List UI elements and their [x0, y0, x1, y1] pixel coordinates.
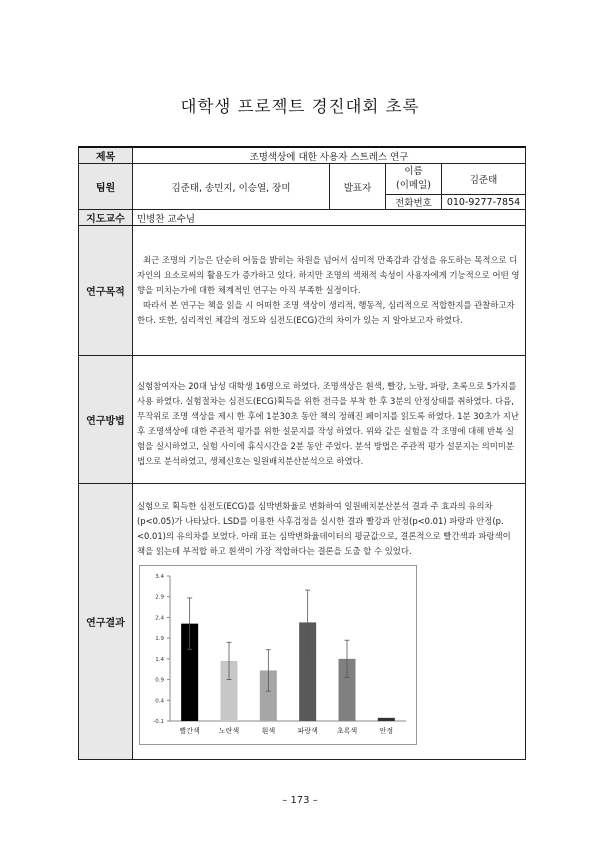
bar-6	[378, 717, 395, 720]
phone-label: 전화번호	[386, 195, 442, 210]
team-row	[79, 164, 526, 195]
results-paragraph: 실험으로 획득한 심전도(ECG)를 심박변화율로 변화하여 일원배치분산분석 결과 주 효과의 유의차(p<0.05)가 나타났다. LSD를 이용한 사후검정을 실시한 결과 빨강과 안정(p<0.01) 파랑과 안정(p.<0.01)의 유의차를 보였다. 아래 표는 심박변화율데이터의 평균값으로, 결론적으로 빨간색과 파랑색이 책을 읽는데 부적합 하고 흰색이 가장 적합하다는 결론을 도출 할 수 있었다.	[137, 500, 511, 556]
y-tick-label: 1.4	[155, 656, 164, 663]
name-label: 이름	[404, 166, 423, 177]
y-tick-label: -0.1	[153, 718, 164, 725]
document-title: 대학생 프로젝트 경진대회 초록	[180, 97, 420, 116]
advisor-row	[79, 210, 526, 226]
purpose-label: 연구목적	[79, 226, 133, 356]
results-row	[79, 484, 526, 760]
purpose-text	[133, 226, 526, 356]
advisor-value: 민병찬 교수님	[133, 210, 526, 226]
y-tick-label: 2.4	[155, 614, 164, 621]
y-tick-label: 3.4	[155, 573, 164, 580]
method-paragraph: 실험참여자는 20대 남성 대학생 16명으로 하였다. 조명색상은 흰색, 빨강, 노랑, 파랑, 초록으로 5가지를 사용 하였다. 실험절차는 심전도(ECG)획득을 위한 전극을 부착 한 후 3분의 안정상태를 취하였다. 다음, 무작위로 조명 색상을 제시 한 후에 1분30초 동안 책의 정해진 페이지를 읽도록 하였다. 1분 30초가 지난 후 조명색상에 대한 주관적 평가를 위한 설문지를 작성 하였다. 위와 같은 실험을 각 조명에 대해 반복 실험을 실시하였고, 실험 사이에 휴식시간을 2분 동안 주었다. 분석 방법은 주관적 평가 설문지는 의미미분법으로 분석하였고, 생체신호는 일원배치분산분석으로 하였다.	[137, 380, 519, 466]
heart-rate-variability-chart	[140, 566, 416, 744]
x-tick-label: 노란색	[218, 726, 240, 735]
x-tick-label: 초록색	[336, 726, 358, 735]
purpose-paragraph-1: 최근 조명의 기능은 단순히 어둠을 밝히는 차원을 넘어서 심미적 만족감과 감성을 유도하는 목적으로 디자인의 요소로써의 활용도가 증가하고 있다. 하지만 조명의 색채적 속성이 사용자에게 기능적으로 어떤 영향을 미치는가에 대한 체계적인 연구는 아직 부족한 실정이다.	[137, 255, 520, 295]
subject-label: 제목	[79, 147, 133, 164]
name-email-label	[386, 164, 442, 195]
presenter-name: 김준태	[442, 164, 526, 195]
method-row	[79, 356, 526, 484]
x-tick-label: 파랑색	[297, 726, 318, 735]
x-tick-label: 흰색	[261, 726, 276, 735]
method-label: 연구방법	[79, 356, 133, 484]
abstract-form-table	[78, 146, 526, 760]
subject-value: 조명색상에 대한 사용자 스트레스 연구	[133, 147, 526, 164]
advisor-label: 지도교수	[79, 210, 133, 226]
results-label: 연구결과	[79, 484, 133, 760]
y-tick-label: 0.4	[155, 697, 164, 704]
email-label: (이메일)	[396, 180, 431, 191]
method-text	[133, 356, 526, 484]
phone-value: 010-9277-7854	[442, 195, 526, 210]
subject-row	[79, 147, 526, 164]
page-number: – 173 –	[282, 795, 318, 806]
presenter-label: 발표자	[330, 164, 386, 210]
purpose-paragraph-2: 따라서 본 연구는 책을 읽을 시 어떠한 조명 색상이 생리적, 행동적, 심리적으로 적합한지를 관찰하고자 한다. 또한, 심리적인 체감의 정도와 심전도(ECG)간의 차이가 있는 지 알아보고자 하였다.	[137, 300, 515, 325]
results-cell	[133, 484, 526, 760]
x-tick-label: 빨간색	[179, 726, 200, 735]
y-tick-label: 2.9	[155, 594, 164, 601]
team-label: 팀원	[79, 164, 133, 210]
x-tick-label: 안정	[379, 726, 394, 735]
purpose-row	[79, 226, 526, 356]
y-tick-label: 1.9	[155, 635, 164, 642]
chart-frame	[139, 565, 417, 745]
team-value: 김준태, 송민지, 이승열, 장미	[133, 164, 330, 210]
chart-svg	[140, 566, 416, 744]
y-tick-label: 0.9	[155, 677, 164, 684]
